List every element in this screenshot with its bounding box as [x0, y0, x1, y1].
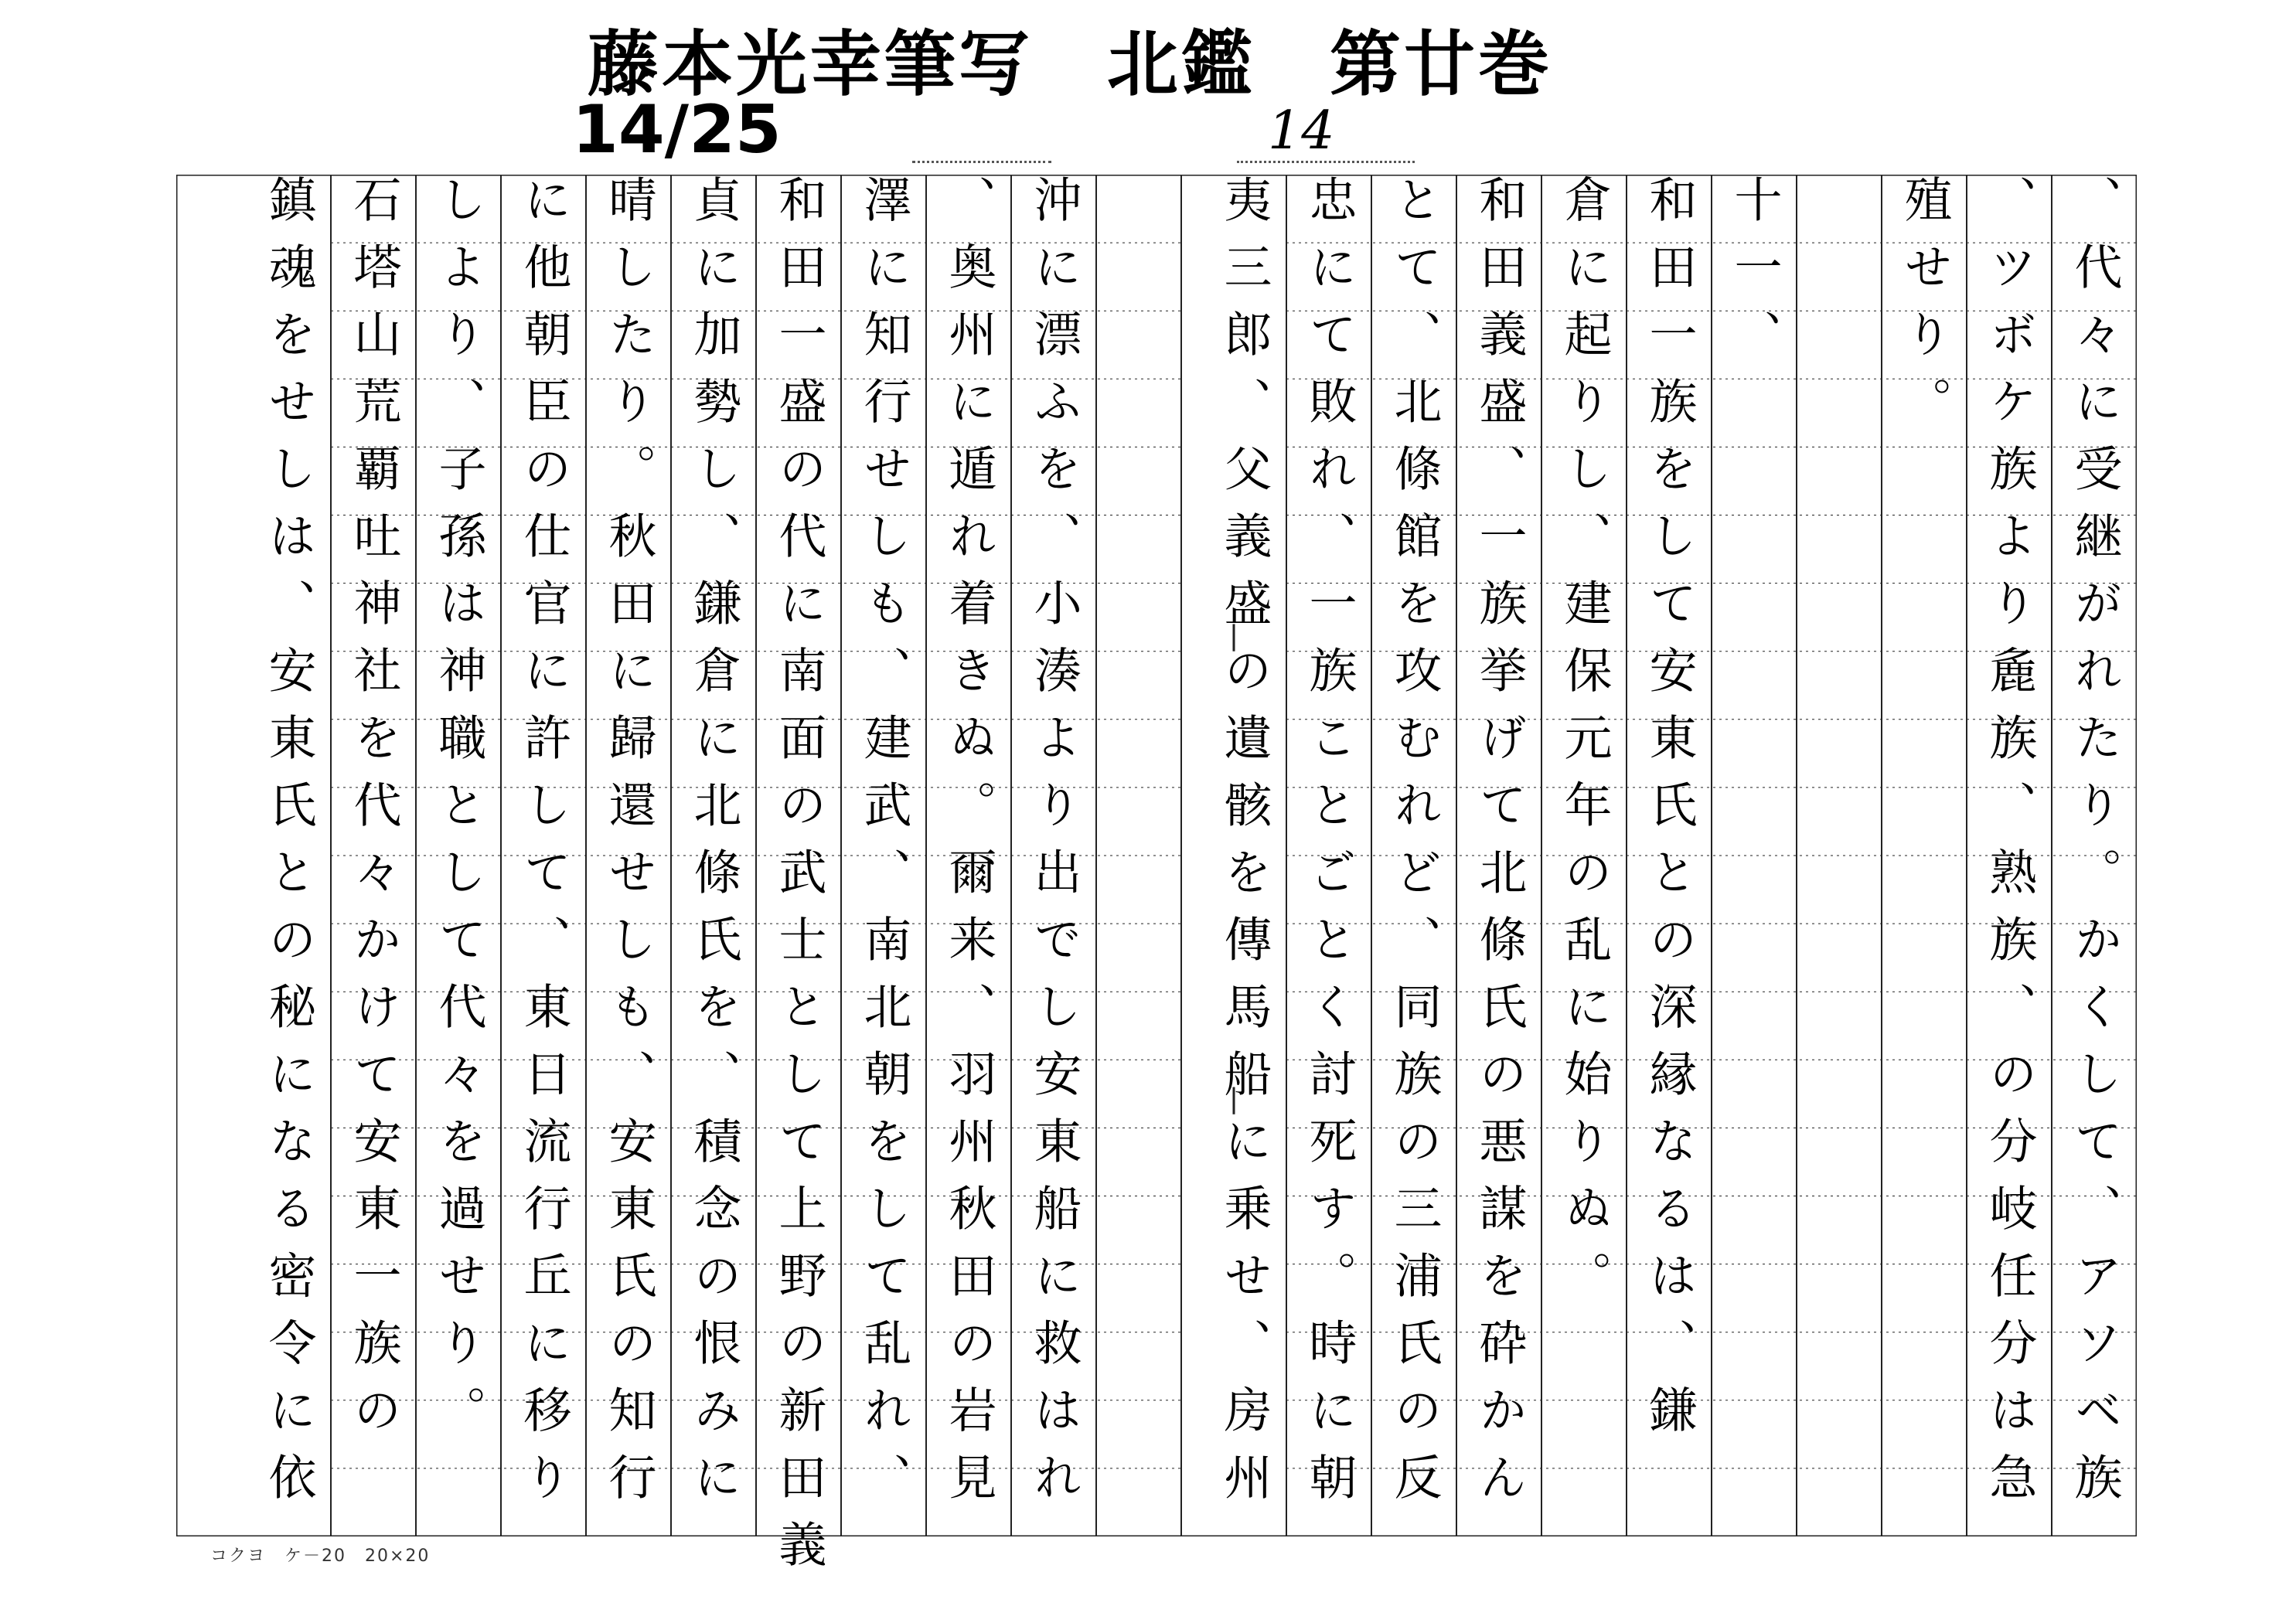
column-text: 鎮魂をせしは、安東氏との秘になる密令に依 — [261, 175, 317, 1519]
manuscript-column — [1541, 175, 1627, 1536]
column-text: に他朝臣の仕官に許して、東日流行丘に移り — [516, 175, 572, 1519]
page-counter: 14/25 — [572, 91, 782, 168]
column-text: 倉に起りし、建保元年の乱に始りぬ。 — [1556, 175, 1613, 1318]
manuscript-column — [1286, 175, 1371, 1536]
column-text: 殖せり。 — [1896, 175, 1953, 444]
column-text: 十一、 — [1726, 175, 1783, 376]
manuscript-column — [246, 175, 331, 1536]
header-divider-right — [1237, 161, 1415, 163]
manuscript-column — [756, 175, 841, 1587]
manuscript-column — [1882, 175, 1967, 1536]
manuscript-column — [331, 175, 416, 1536]
header-divider-left — [912, 161, 1051, 163]
column-text: 、奥州に遁れ着きぬ。爾来、羽州秋田の岩見 — [941, 175, 997, 1519]
paper-brand-label: コクヨ ケ－20 20×20 — [210, 1546, 431, 1566]
column-text: 夷三郎、父義盛の遺骸を傳馬船に乗せ、房州 — [1216, 175, 1272, 1519]
manuscript-column — [1712, 175, 1797, 1536]
page-title: 藤本光幸筆写 北鑑 第廿巻 — [588, 23, 1553, 106]
manuscript-column — [1967, 175, 2052, 1536]
manuscript-column — [416, 175, 501, 1536]
manuscript-column — [671, 175, 756, 1536]
column-text: 、代々に受継がれたり。かくして、アソベ族 — [2066, 175, 2123, 1519]
column-text: 忠にて敗れ、一族ことごとく討死す。時に朝 — [1301, 175, 1358, 1519]
manuscript-column — [1371, 175, 1456, 1536]
column-text: しより、子孫は神職として代々を過せり。 — [431, 175, 487, 1452]
manuscript-column — [586, 175, 671, 1536]
manuscript-column — [926, 175, 1011, 1536]
column-text: 和田義盛、一族挙げて北條氏の悪謀を砕かん — [1471, 175, 1528, 1519]
column-text: とて、北條館を攻むれど、同族の三浦氏の反 — [1386, 175, 1443, 1519]
manuscript-column — [2052, 175, 2137, 1536]
manuscript-column — [1456, 175, 1541, 1536]
manuscript-column — [841, 175, 926, 1536]
column-text: 沖に漂ふを、小湊より出でし安東船に救はれ — [1026, 175, 1082, 1519]
manuscript-column — [1797, 175, 1882, 1536]
column-text — [1096, 175, 1181, 1536]
column-text: 晴したり。秋田に歸還せしも、安東氏の知行 — [601, 175, 657, 1519]
column-text: 和田一盛の代に南面の武士として上野の新田義 — [771, 175, 827, 1587]
manuscript-column — [1201, 175, 1286, 1536]
manuscript-column — [1011, 175, 1096, 1536]
column-text — [1797, 175, 1882, 1536]
handwritten-page-number: 14 — [1268, 100, 1335, 162]
column-text: 石塔山荒覇吐神社を代々かけて安東一族の — [346, 175, 402, 1452]
column-text: 貞に加勢し、鎌倉に北條氏を、積念の恨みに — [686, 175, 742, 1519]
column-text: 和田一族をして安東氏との深縁なるは、鎌 — [1641, 175, 1698, 1452]
column-text: 澤に知行せしも、建武、南北朝をして乱れ、 — [856, 175, 912, 1519]
manuscript-column — [1627, 175, 1712, 1536]
column-text: 、ツボケ族より麁族、熟族、の分岐任分は急 — [1981, 175, 2038, 1519]
manuscript-column — [1096, 175, 1181, 1536]
manuscript-column — [501, 175, 586, 1536]
